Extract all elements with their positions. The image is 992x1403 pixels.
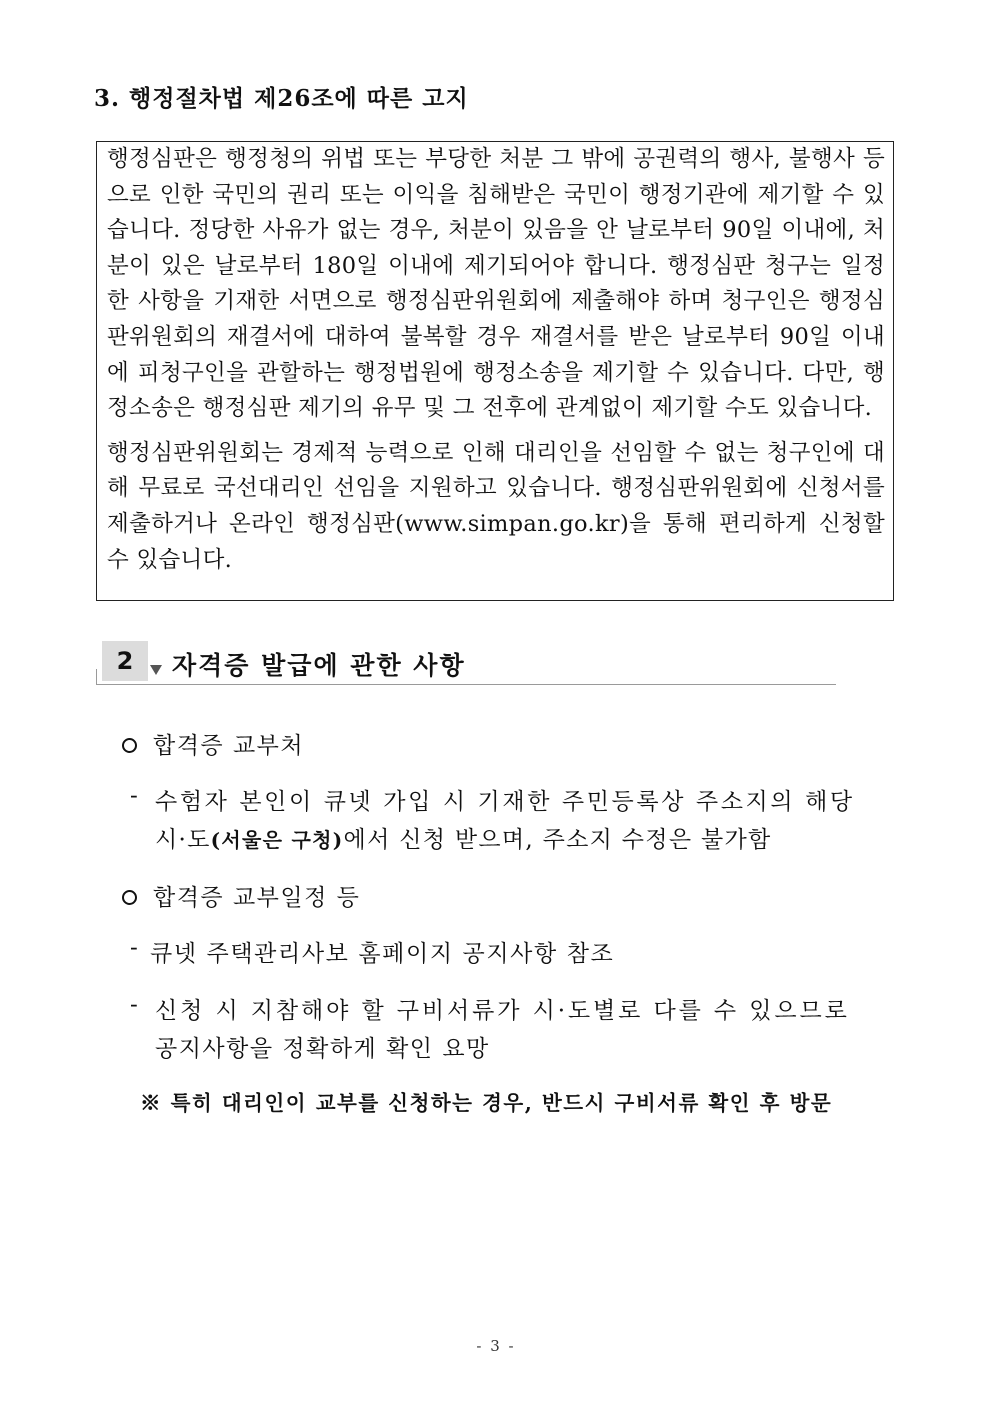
notice-note: ※ 특히 대리인이 교부를 신청하는 경우, 반드시 구비서류 확인 후 방문 xyxy=(140,1091,833,1115)
detail-line: 신청 시 지참해야 할 구비서류가 시·도별로 다를 수 있으므로 xyxy=(155,998,850,1024)
list-item-schedule xyxy=(122,879,360,912)
notice-paragraph-public-attorney: 행정심판위원회는 경제적 능력으로 인해 대리인을 선임할 수 없는 청구인에 대해 무료로 국선대리인 선임을 지원하고 있습니다. 행정심판위원회에 신청서를 제출하거나 온라인 행정심판(www.simpan.go.kr)을 통해 편리하게 신청할 수 있습니다. xyxy=(107,439,885,573)
notice-box xyxy=(96,141,894,601)
detail-line: 공지사항을 정확하게 확인 요망 xyxy=(155,1036,490,1062)
circle-bullet-icon xyxy=(122,738,137,753)
list-item-schedule-detail xyxy=(130,935,900,975)
dash-bullet: - xyxy=(130,992,138,1018)
page-number: - 3 - xyxy=(476,1337,516,1355)
circle-bullet-icon xyxy=(122,890,137,905)
dash-bullet: - xyxy=(130,935,138,961)
chapter-underline xyxy=(96,684,836,685)
chapter-underline-left xyxy=(96,669,97,685)
detail-line xyxy=(155,821,772,854)
triangle-down-icon xyxy=(150,665,162,675)
detail-text: 시·도 xyxy=(155,827,211,853)
detail-line: 큐넷 주택관리사보 홈페이지 공지사항 참조 xyxy=(150,941,615,967)
dash-bullet: - xyxy=(130,783,138,809)
detail-line: 수험자 본인이 큐넷 가입 시 기재한 주민등록상 주소지의 해당 xyxy=(155,789,855,815)
detail-bold-text: (서울은 구청) xyxy=(210,828,344,852)
list-item-documents-detail xyxy=(130,992,900,1072)
list-item-place xyxy=(122,727,304,760)
chapter-number: 2 xyxy=(102,641,148,681)
list-item-place-detail xyxy=(130,783,900,863)
list-item-label: 합격증 교부일정 등 xyxy=(153,885,361,911)
notice-paragraph-appeal: 행정심판은 행정청의 위법 또는 부당한 처분 그 밖에 공권력의 행사, 불행사 등으로 인한 국민의 권리 또는 이익을 침해받은 국민이 행정기관에 제기할 수 있습니다. 정당한 사유가 없는 경우, 처분이 있음을 안 날로부터 90일 이내에, 처분이 있은 날로부터 180일 이내에 제기되어야 합니다. 행정심판 청구는 일정한 사항을 기재한 서면으로 행정심판위원회에 제출해야 하며 청구인은 행정심판위원회의 재결서에 대하여 불복할 경우 재결서를 받은 날로부터 90일 이내에 피청구인을 관할하는 행정법원에 행정소송을 제기할 수 있습니다. 다만, 행정소송은 행정심판 제기의 유무 및 그 전후에 관계없이 제기할 수도 있습니다. xyxy=(107,146,885,422)
list-item-label: 합격증 교부처 xyxy=(153,733,305,759)
chapter-title: 자격증 발급에 관한 사항 xyxy=(172,651,466,680)
detail-text: 에서 신청 받으며, 주소지 수정은 불가함 xyxy=(343,827,772,853)
chapter-header xyxy=(96,639,836,687)
section-heading: 3. 행정절차법 제26조에 따른 고지 xyxy=(94,85,469,112)
